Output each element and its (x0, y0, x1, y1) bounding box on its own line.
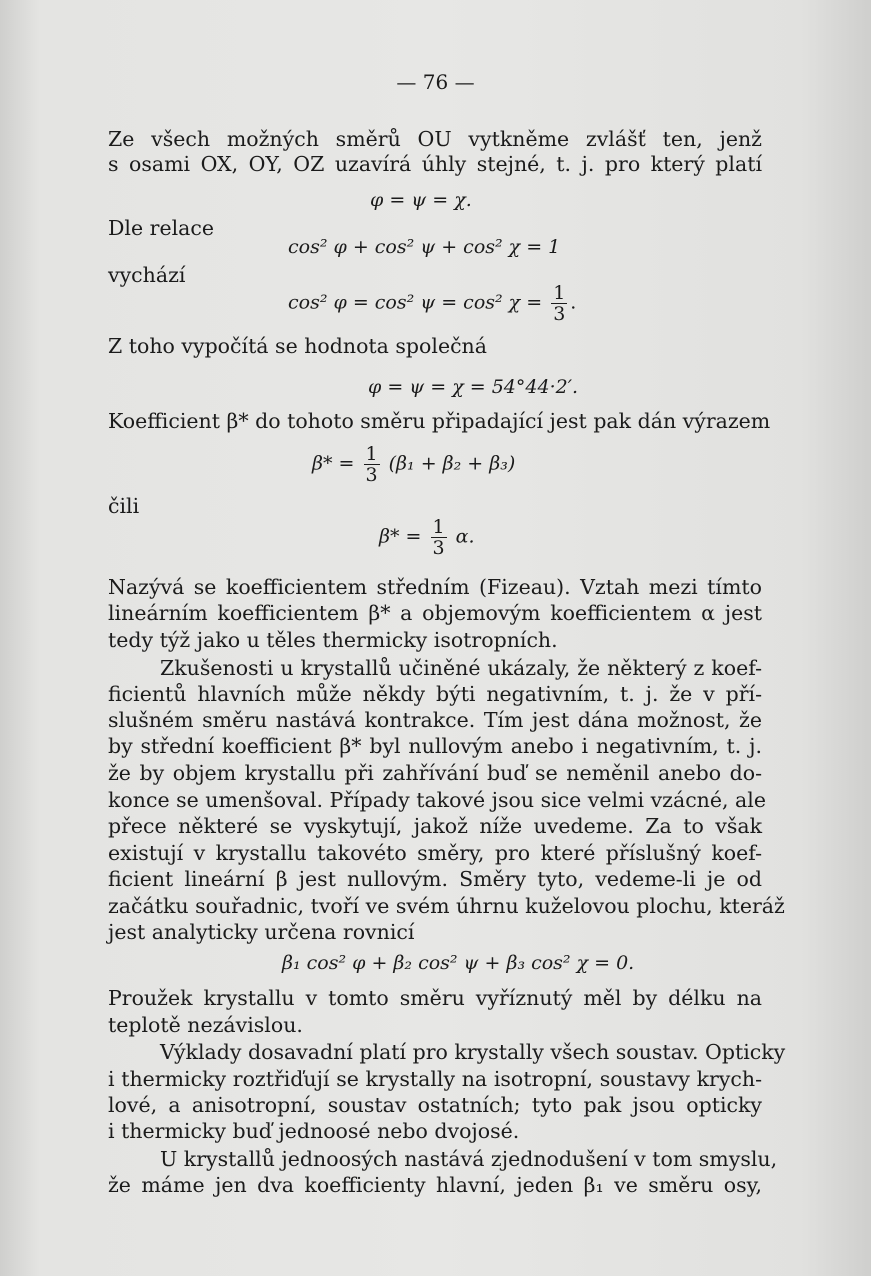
text-line: i thermicky buď jednoosé nebo dvojosé. (108, 1119, 520, 1143)
denominator: 3 (432, 537, 445, 559)
fraction (431, 517, 447, 558)
equation-rhs: (β₁ + β₂ + β₃) (388, 452, 516, 475)
text-line: teplotě nezávislou. (108, 1013, 303, 1037)
text-line: slušném směru nastává kontrakce. Tím jest dána možnost, že (108, 708, 762, 732)
text-line: U krystallů jednoosých nastává zjednodušení v tom smyslu, (160, 1147, 778, 1171)
text-line: vychází (108, 263, 186, 287)
equation-lhs: β* = (312, 452, 355, 475)
fraction (551, 283, 567, 324)
numerator: 1 (365, 443, 378, 465)
text-line: ficient lineární β jest nullovým. Směry tyto, vedeme-li je od (108, 867, 762, 891)
text-line: Zkušenosti u krystallů učiněné ukázaly, že některý z koef- (160, 656, 762, 680)
text-line: lové, a anisotropní, soustav ostatních; tyto pak jsou opticky (108, 1093, 762, 1117)
text-line: s osami OX, OY, OZ uzavírá úhly stejné, t. j. pro který platí (108, 152, 762, 176)
text-line: ficientů hlavních může někdy býti negativním, t. j. že v pří- (108, 682, 762, 706)
text-line: konce se umenšoval. Případy takové jsou sice velmi vzácné, ale (108, 788, 766, 812)
text-line: lineárním koefficientem β* a objemovým koefficientem α jest (108, 601, 762, 625)
equation-beta-star-sum (312, 444, 515, 485)
text-line: tedy týž jako u těles thermicky isotropních. (108, 628, 558, 652)
text-line: přece některé se vyskytují, jakož níže uvedeme. Za to však (108, 814, 762, 838)
equation-lhs: cos² φ = cos² ψ = cos² χ = (288, 291, 543, 314)
denominator: 3 (365, 464, 378, 486)
text-line: by střední koefficient β* byl nullovým anebo i negativním, t. j. (108, 734, 762, 758)
equation-cone: β₁ cos² φ + β₂ cos² ψ + β₃ cos² χ = 0. (282, 952, 635, 974)
numerator: 1 (432, 516, 445, 538)
equation-lhs: β* = (379, 525, 422, 548)
text-line: existují v krystallu takovéto směry, pro které příslušný koef- (108, 841, 762, 865)
text-line: Dle relace (108, 216, 214, 240)
text-line: že by objem krystallu při zahřívání buď se neměnil anebo do- (108, 761, 762, 785)
equation-angles-equal: φ = ψ = χ. (370, 189, 472, 211)
text-line: Výklady dosavadní platí pro krystally všech soustav. Opticky (160, 1040, 786, 1064)
page-number: — 76 — (396, 70, 475, 94)
equation-beta-star-alpha (379, 517, 475, 558)
text-line: Z toho vypočítá se hodnota společná (108, 334, 487, 358)
numerator: 1 (553, 282, 566, 304)
text-line: i thermicky roztřiďují se krystally na isotropní, soustavy krych- (108, 1067, 762, 1091)
text-line: Proužek krystallu v tomto směru vyříznutý měl by délku na (108, 986, 762, 1010)
text-line: čili (108, 494, 140, 518)
text-line: Nazývá se koefficientem středním (Fizeau). Vztah mezi tímto (108, 575, 762, 599)
text-line: začátku souřadnic, tvoří ve svém úhrnu kuželovou plochu, kteráž (108, 894, 785, 918)
denominator: 3 (553, 303, 566, 325)
equation-angle-value: φ = ψ = χ = 54°44·2′. (368, 376, 579, 398)
text-line: že máme jen dva koefficienty hlavní, jeden β₁ ve směru osy, (108, 1173, 762, 1197)
fraction (364, 444, 380, 485)
text-line: jest analyticky určena rovnicí (108, 920, 415, 944)
text-line: Koefficient β* do tohoto směru připadající jest pak dán výrazem (108, 409, 771, 433)
equation-cos-sum: cos² φ + cos² ψ + cos² χ = 1 (288, 236, 561, 258)
text-line: Ze všech možných směrů OU vytkněme zvlášť ten, jenž (108, 127, 762, 151)
equation-cos-third: cos² φ = cos² ψ = cos² χ = $\frac{1}{3}$ . (288, 282, 577, 325)
equation-rhs: α. (455, 525, 475, 548)
